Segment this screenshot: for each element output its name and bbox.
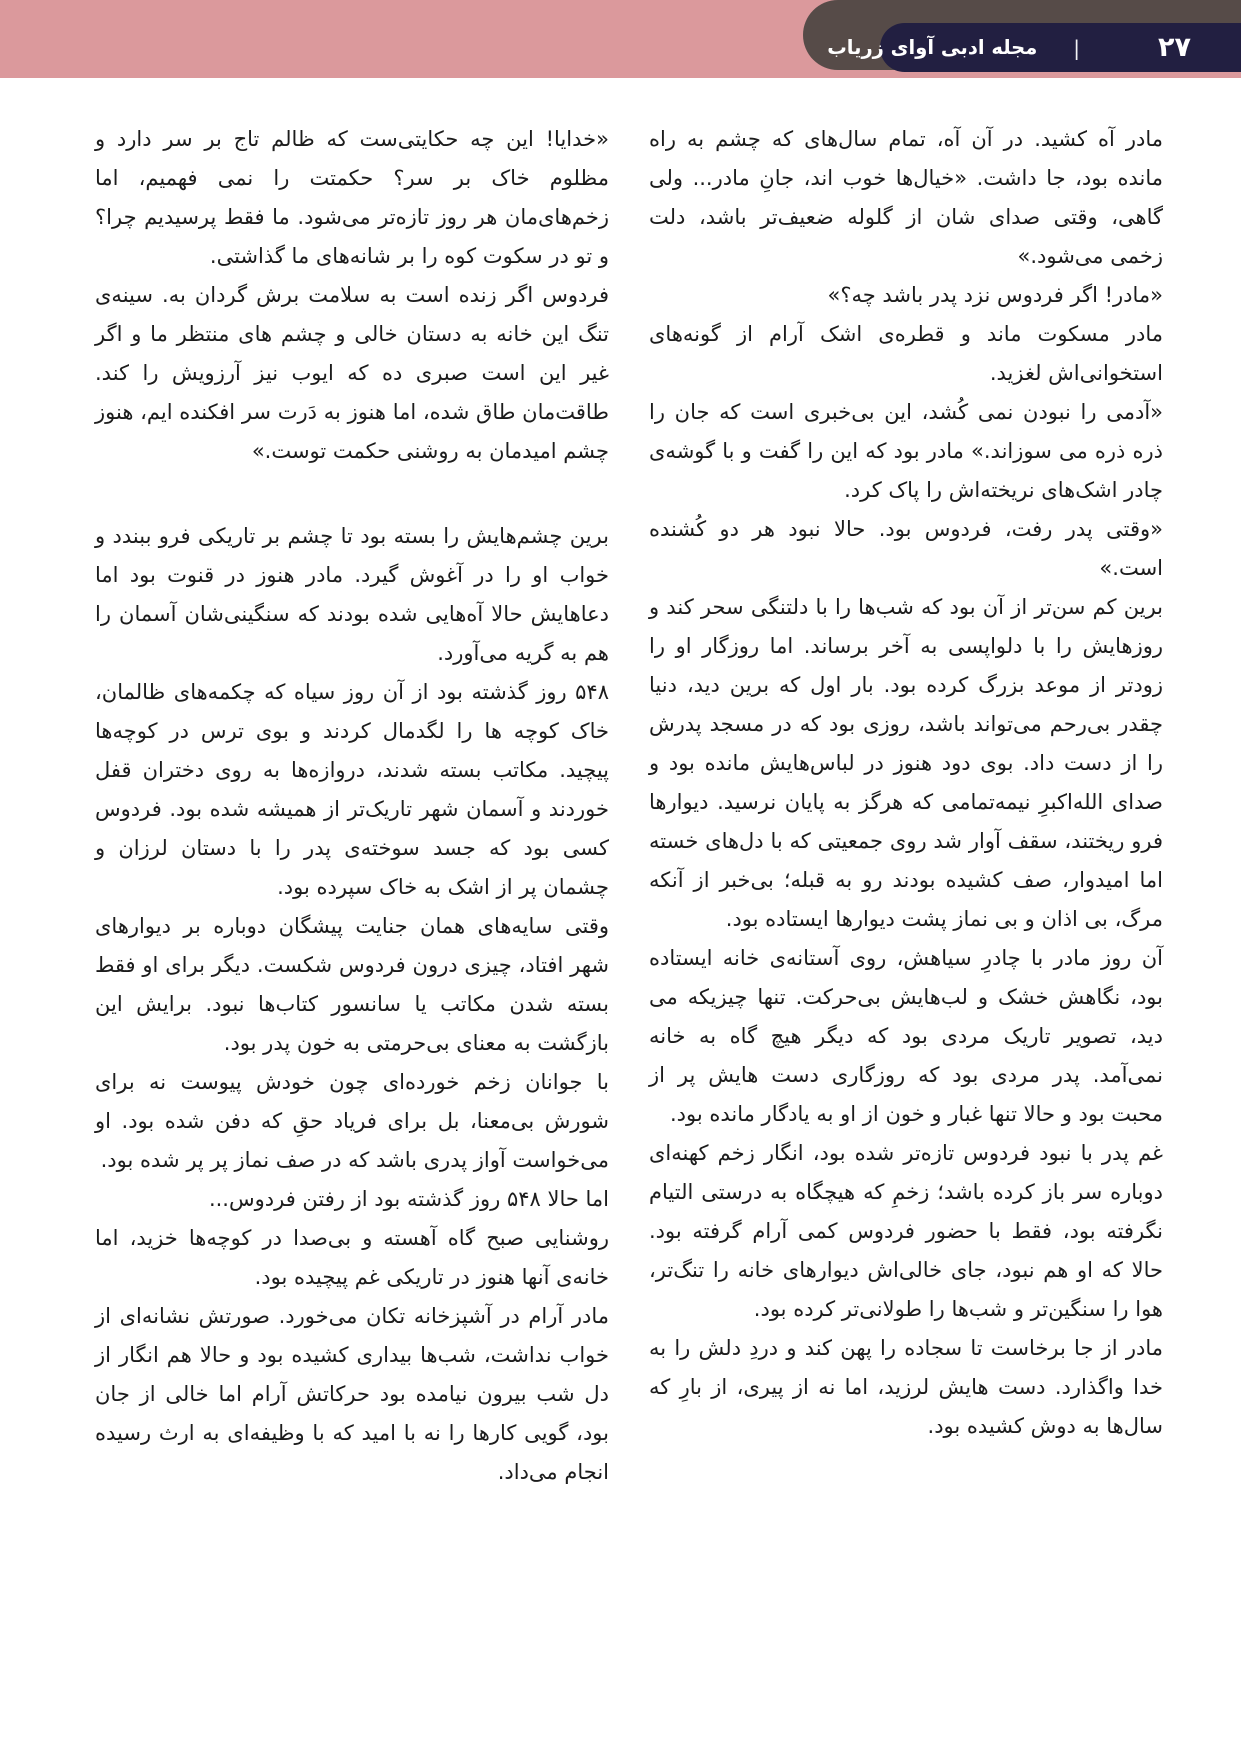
page-number: ۲۷ (1158, 32, 1191, 63)
paragraph: با جوانان زخم خورده‌ای چون خودش پیوست نه برای شورش بی‌معنا، بل برای فریاد حقِ که دفن شده بود. او می‌خواست آواز پدری باشد که در صف نماز پر پر شده بود. (95, 1070, 609, 1172)
article-body (0, 78, 1241, 1492)
paragraph: آن روز مادر با چادرِ سیاهش، روی آستانه‌ی خانه ایستاده بود، نگاهش خشک و لب‌هایش بی‌حرکت. تنها چیزیکه می دید، تصویر تاریک مردی بود که دیگر هیچ گاه به خانه نمی‌آمد. پدر مردی بود که روزگاری دست هایش پر از محبت بود و حالا تنها غبار و خون از او به یادگار مانده بود. (649, 946, 1163, 1126)
paragraph: برین چشم‌هایش را بسته بود تا چشم بر تاریکی فرو ببندد و خواب او را در آغوش گیرد. مادر هنوز در قنوت بود اما دعاهایش حالا آه‌هایی شده بودند که سنگینی‌شان آسمان را هم به گریه می‌آورد. (95, 524, 609, 665)
column-left (95, 120, 609, 1492)
header-badge (827, 23, 1241, 72)
paragraph: مادر آه کشید. در آن آه، تمام سال‌های که چشم به راه مانده بود، جا داشت. «خیال‌ها خوب اند، جانِ مادر... ولی گاهی، وقتی صدای شان از گلوله ضعیف‌تر باشد، دلت زخمی می‌شود.» (649, 127, 1163, 268)
paragraph: اما حالا ۵۴۸ روز گذشته بود از رفتن فردوس... (208, 1187, 609, 1211)
magazine-title: مجله ادبی آوای زریاب (827, 36, 1038, 59)
paragraph: «آدمی را نبودن نمی کُشد، این بی‌خبری است که جان را ذره ذره می سوزاند.» مادر بود که این را گفت و با گوشه‌ی چادر اشک‌های نریخته‌اش را پاک کرد. (649, 400, 1163, 502)
paragraph: مادر از جا برخاست تا سجاده را پهن کند و دردِ دلش را به خدا واگذارد. دست هایش لرزید، اما نه از پیری، از بارِ که سال‌ها به دوش کشیده بود. (649, 1336, 1163, 1438)
page-header (0, 0, 1241, 78)
paragraph: فردوس اگر زنده است به سلامت برش گردان به. سینه‌ی تنگ این خانه به دستان خالی و چشم های منتظر ما و اگر غیر این است صبری ده که ایوب نیز آرزویش را کند. طاقت‌مان طاق شده، اما هنوز به دَرت سر افکنده ایم، هنوز چشم امیدمان به روشنی حکمت توست.» (95, 283, 609, 463)
paragraph: وقتی سایه‌های همان جنایت پیشگان دوباره بر دیوارهای شهر افتاد، چیزی درون فردوس شکست. دیگر برای او فقط بسته شدن مکاتب یا سانسور کتاب‌ها نبود. برایش این بازگشت به معنای بی‌حرمتی به خون پدر بود. (95, 914, 609, 1055)
paragraph: «مادر! اگر فردوس نزد پدر باشد چه؟» (827, 283, 1163, 307)
paragraph: «خدایا! این چه حکایتی‌ست که ظالم تاج بر سر دارد و مظلوم خاک بر سر؟ حکمتت را نمی فهمیم، اما زخم‌های‌مان هر روز تازه‌تر می‌شود. ما فقط پرسیدیم چرا؟ و تو در سکوت کوه را بر شانه‌های ما گذاشتی. (95, 127, 609, 268)
paragraph: غم پدر با نبود فردوس تازه‌تر شده بود، انگار زخم کهنه‌ای دوباره سر باز کرده باشد؛ زخمِ که هیچگاه به درستی التیام نگرفته بود، فقط با حضور فردوس کمی آرام گرفته بود. حالا که او هم نبود، جای خالی‌اش دیوارهای خانه را تنگ‌تر، هوا را سنگین‌تر و شب‌ها را طولانی‌تر کرده بود. (649, 1141, 1163, 1321)
header-divider: | (1073, 35, 1081, 60)
paragraph: ۵۴۸ روز گذشته بود از آن روز سیاه که چکمه‌های ظالمان، خاک کوچه ها را لگدمال کردند و بوی ترس در کوچه‌ها پیچید. مکاتب بسته شدند، دروازه‌ها به روی دختران قفل خوردند و آسمان شهر تاریک‌تر از همیشه شده بود. فردوس کسی بود که جسد سوخته‌ی پدر را با دستان لرزان و چشمان پر از اشک به خاک سپرده بود. (95, 680, 609, 899)
column-right (649, 120, 1163, 1492)
paragraph: روشنایی صبح گاه آهسته و بی‌صدا در کوچه‌ها خزید، اما خانه‌ی آنها هنوز در تاریکی غم پیچیده بود. (95, 1226, 609, 1289)
paragraph: مادر مسکوت ماند و قطره‌ی اشک آرام از گونه‌های استخوانی‌اش لغزید. (649, 322, 1163, 385)
paragraph: برین کم سن‌تر از آن بود که شب‌ها را با دلتنگی سحر کند و روزهایش را با دلواپسی به آخر برساند. اما روزگار او را زودتر از موعد بزرگ کرده بود. بار اول که برین دید، دنیا چقدر بی‌رحم می‌تواند باشد، روزی بود که در مسجد پدرش را از دست داد. بوی دود هنوز در لباس‌هایش مانده بود و صدای الله‌اکبرِ نیمه‌تمامی که هرگز به پایان نرسید. دیوارها فرو ریختند، سقف آوار شد روی جمعیتی که با دل‌های خسته اما امیدوار، صف کشیده بودند رو به قبله؛ بی‌خبر از آنکه مرگ، بی اذان و بی نماز پشت دیوارها ایستاده بود. (649, 595, 1163, 931)
paragraph: مادر آرام در آشپزخانه تکان می‌خورد. صورتش نشانه‌ای از خواب نداشت، شب‌ها بیداری کشیده بود و حالا هم انگار از دل شب بیرون نیامده بود حرکاتش آرام اما خالی از جان بود، گویی کارها را نه با امید که با وظیفه‌ای به ارث رسیده انجام می‌داد. (95, 1304, 609, 1484)
paragraph: «وقتی پدر رفت، فردوس بود. حالا نبود هر دو کُشنده است.» (649, 517, 1163, 580)
